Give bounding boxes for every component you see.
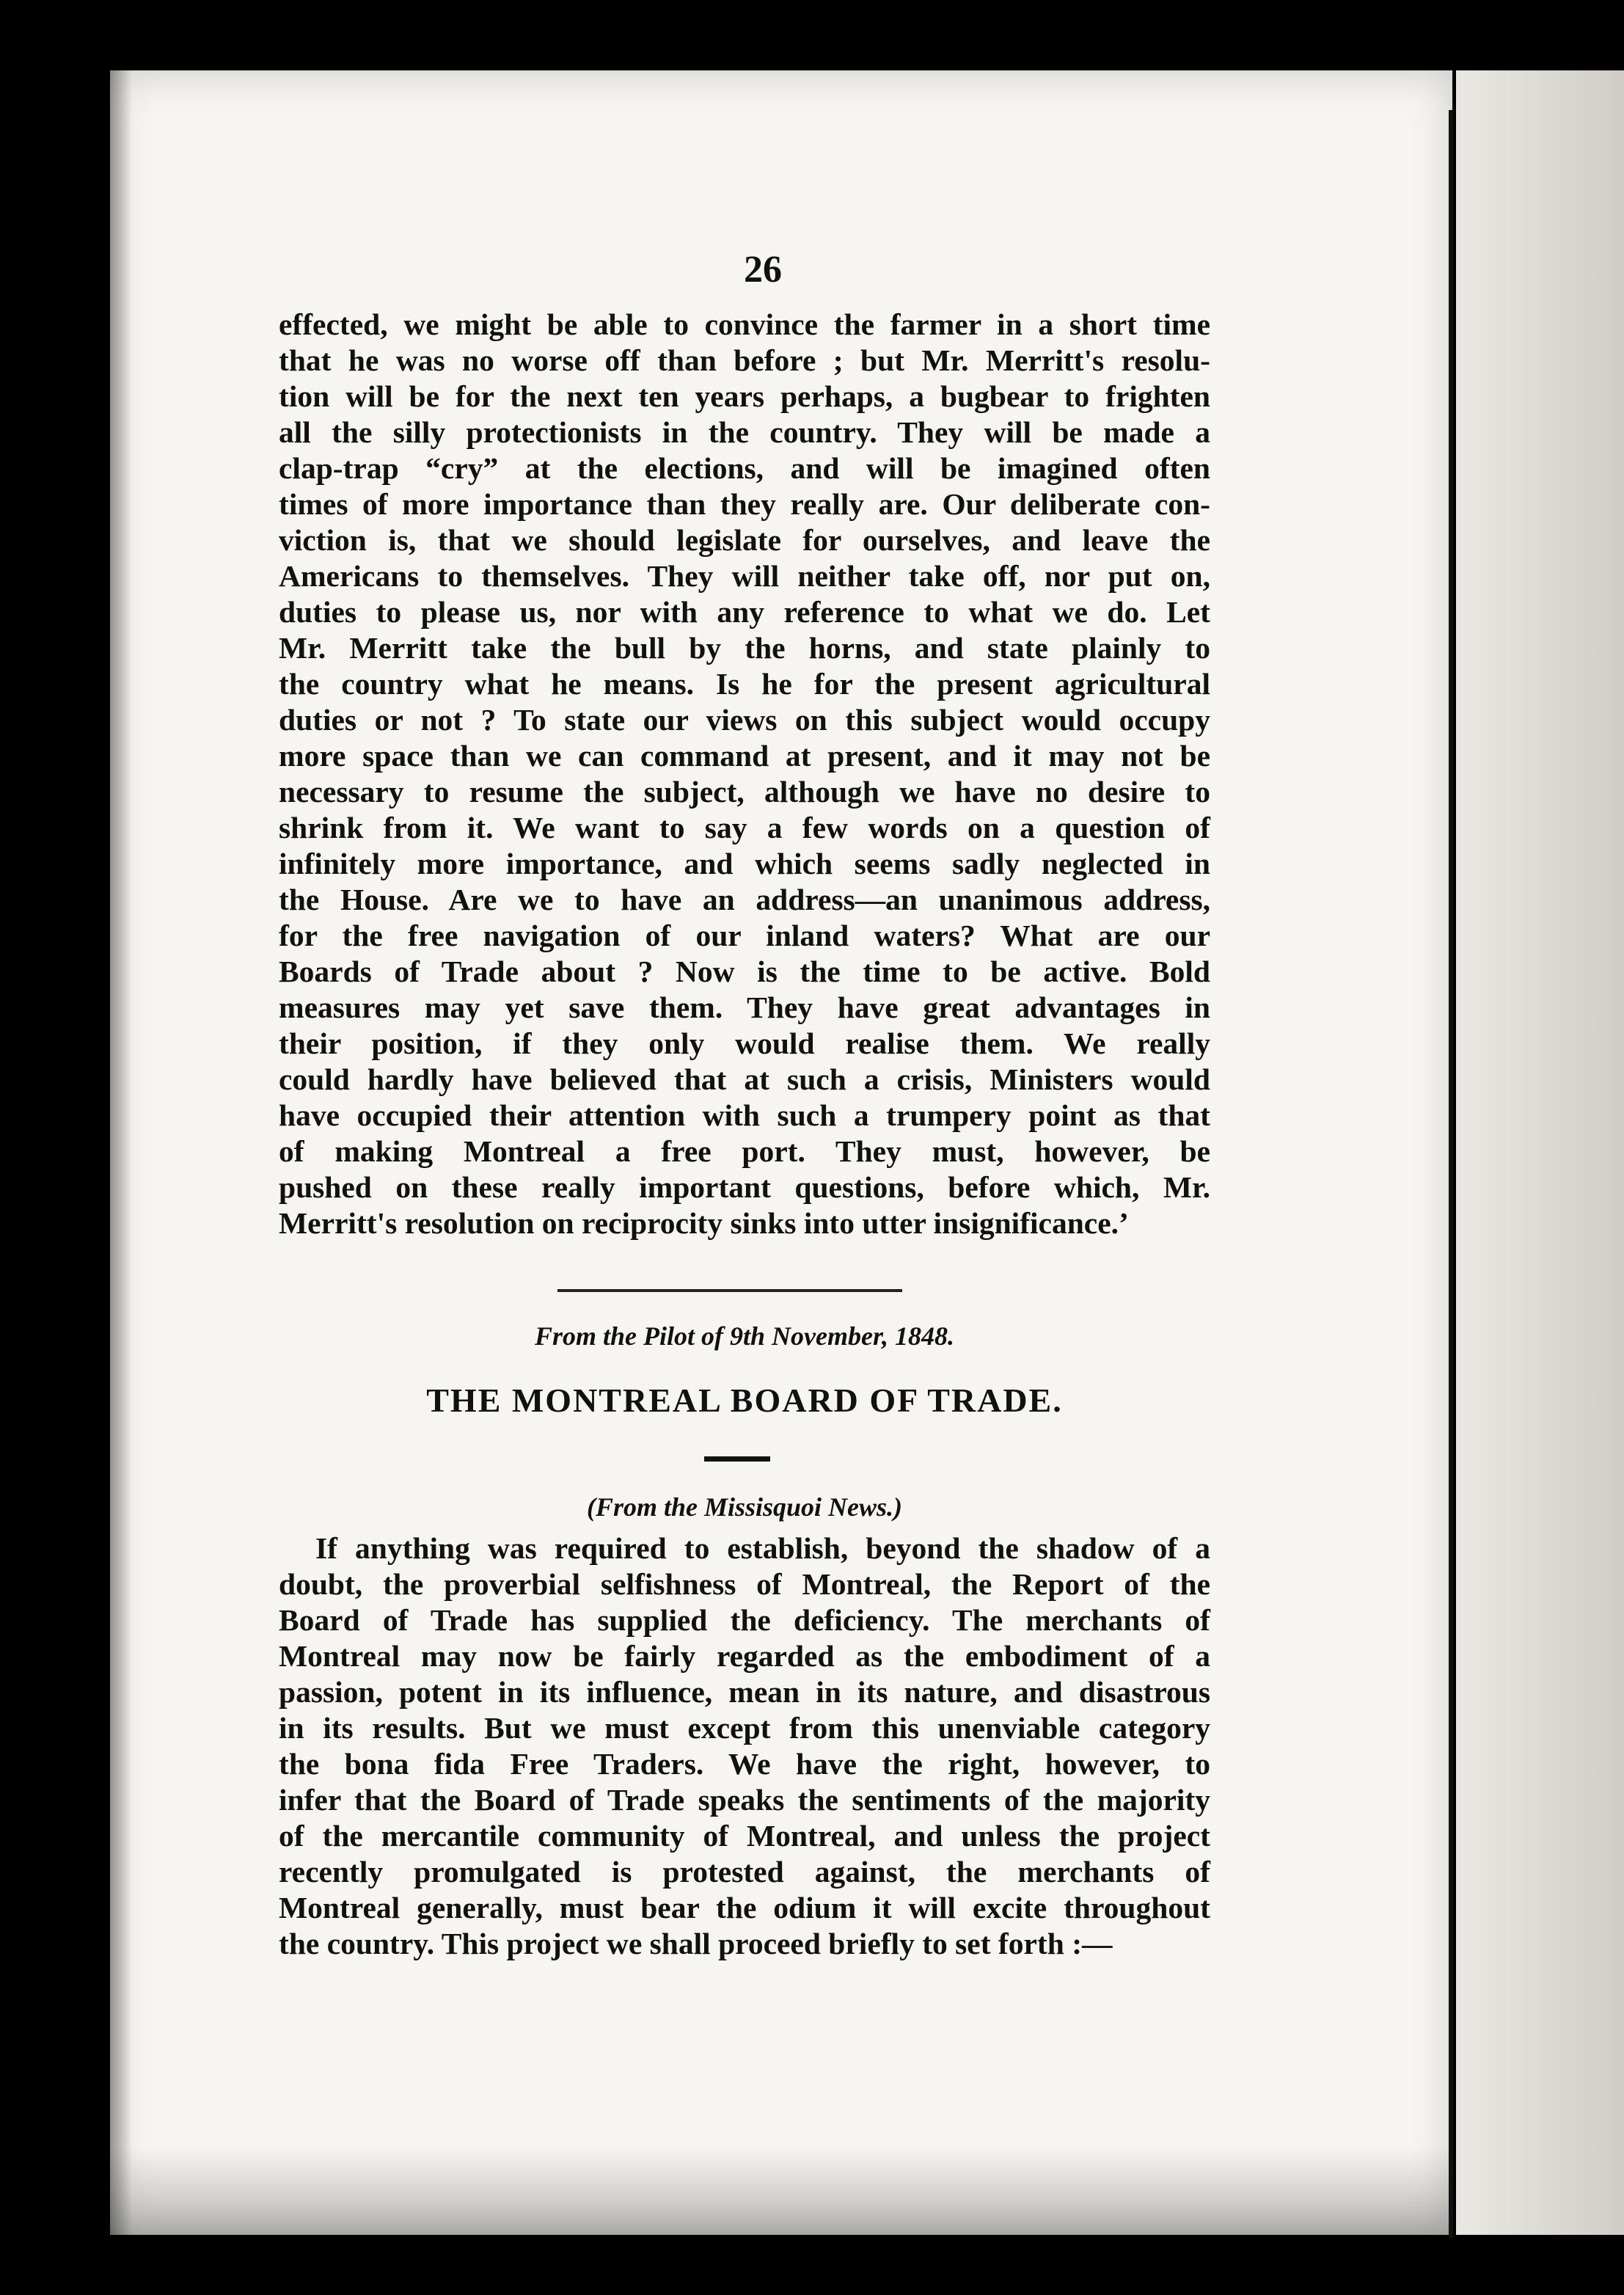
text-line: of the mercantile community of Montreal, and unless the project [279, 1819, 1210, 1853]
article-text [279, 1530, 1210, 1962]
text-line: the bona fida Free Traders. We have the right, however, to [279, 1747, 1210, 1781]
text-line: duties or not ? To state our views on this subject would occupy [279, 703, 1210, 737]
text-line: their position, if they only would realise them. We really [279, 1026, 1210, 1060]
text-line: Board of Trade has supplied the deficiency. The merchants of [279, 1603, 1210, 1637]
text-line: tion will be for the next ten years perhaps, a bugbear to frighten [279, 379, 1210, 413]
text-line: clap-trap “cry” at the elections, and will be imagined often [279, 451, 1210, 485]
text-line: the House. Are we to have an address—an unanimous address, [279, 883, 1210, 916]
text-line: pushed on these really important questions, before which, Mr. [279, 1170, 1210, 1204]
page-number: 26 [744, 249, 782, 291]
text-line: Merritt's resolution on reciprocity sinks into utter insignificance.’ [279, 1206, 1129, 1240]
gutter-rule [1449, 110, 1453, 2238]
text-line: Mr. Merritt take the bull by the horns, and state plainly to [279, 631, 1210, 665]
text-line: necessary to resume the subject, although we have no desire to [279, 775, 1210, 809]
text-line: the country. This project we shall proceed briefly to set forth :— [279, 1927, 1113, 1960]
text-line: that he was no worse off than before ; but Mr. Merritt's resolu- [279, 343, 1210, 377]
text-line: could hardly have believed that at such a crisis, Ministers would [279, 1062, 1210, 1096]
heading-ornament-rule [704, 1456, 770, 1462]
text-line: in its results. But we must except from this unenviable category [279, 1711, 1210, 1745]
source-line: From the Pilot of 9th November, 1848. [535, 1321, 954, 1351]
text-line: of making Montreal a free port. They must, however, be [279, 1134, 1210, 1168]
text-line: infer that the Board of Trade speaks the sentiments of the majority [279, 1783, 1210, 1817]
text-line: the country what he means. Is he for the present agricultural [279, 667, 1210, 701]
text-line: have occupied their attention with such a trumpery point as that [279, 1098, 1210, 1132]
text-line: more space than we can command at present, and it may not be [279, 739, 1210, 773]
text-line: effected, we might be able to convince the farmer in a short time [279, 307, 1210, 341]
text-line: all the silly protectionists in the country. They will be made a [279, 415, 1210, 449]
text-line: Boards of Trade about ? Now is the time to be active. Bold [279, 955, 1210, 988]
page-shadow-bottom [110, 2147, 1452, 2235]
text-line: Americans to themselves. They will neither take off, nor put on, [279, 559, 1210, 593]
text-line: Montreal may now be fairly regarded as the embodiment of a [279, 1639, 1210, 1673]
text-line: doubt, the proverbial selfishness of Montreal, the Report of the [279, 1567, 1210, 1601]
text-line: measures may yet save them. They have great advantages in [279, 990, 1210, 1024]
text-line: Montreal generally, must bear the odium it will excite throughout [279, 1891, 1210, 1924]
page-shadow [110, 70, 132, 2235]
text-line: shrink from it. We want to say a few words on a question of [279, 811, 1210, 844]
text-line: duties to please us, nor with any reference to what we do. Let [279, 595, 1210, 629]
text-line: passion, potent in its influence, mean in its nature, and disastrous [279, 1675, 1210, 1709]
continuation-text [279, 307, 1210, 1241]
text-line: for the free navigation of our inland waters? What are our [279, 919, 1210, 952]
article-heading: THE MONTREAL BOARD OF TRADE. [426, 1382, 1063, 1419]
article-source: (From the Missisquoi News.) [586, 1492, 903, 1522]
section-divider [557, 1289, 902, 1292]
text-line: recently promulgated is protested against, the merchants of [279, 1855, 1210, 1889]
text-line: infinitely more importance, and which seems sadly neglected in [279, 847, 1210, 880]
text-line: If anything was required to establish, beyond the shadow of a [315, 1531, 1210, 1565]
facing-page-edge [1456, 70, 1624, 2235]
text-line: times of more importance than they really are. Our deliberate con- [279, 487, 1210, 521]
text-line: viction is, that we should legislate for ourselves, and leave the [279, 523, 1210, 557]
